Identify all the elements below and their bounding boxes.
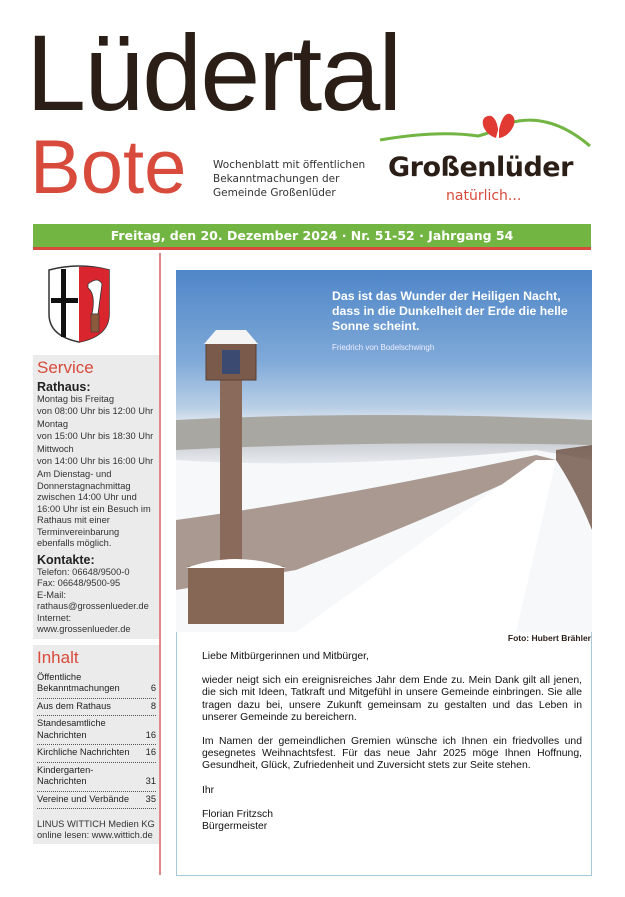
toc-item[interactable] — [37, 763, 156, 792]
salutation: Liebe Mitbürgerinnen und Mitbürger, — [202, 651, 369, 662]
fax: Fax: 06648/9500-95 — [37, 578, 121, 588]
photo-credit: Foto: Hubert Brähler — [507, 633, 591, 643]
butterfly-hill-icon — [378, 112, 593, 157]
online-link[interactable]: online lesen: www.wittich.de — [37, 830, 153, 840]
toc-page: 6 — [150, 683, 156, 693]
toc-label: Kirchliche Nachrichten — [37, 747, 130, 757]
kontakte-heading: Kontakte: — [37, 552, 95, 567]
toc-item[interactable] — [37, 792, 156, 810]
hours-appointment: Am Dienstag- und Donnerstagnachmittag zwischen 14:00 Uhr und 16:00 Uhr ist ein Besuch im Rathaus mit einer Terminvereinbarung ebenfalls möglich. — [37, 469, 151, 548]
contents-box — [33, 645, 159, 845]
signer-role: Bürgermeister — [202, 821, 268, 833]
sidebar-column — [33, 355, 159, 844]
signer-name: Florian Fritzsch — [202, 808, 274, 820]
masthead-subtitle: Bote — [30, 125, 187, 210]
phone: Telefon: 06648/9500-0 — [37, 566, 130, 577]
internet-label: Internet: — [37, 612, 72, 623]
hours-monday: Montag von 15:00 Uhr bis 18:30 Uhr — [37, 419, 154, 441]
logo-name: Großenlüder — [388, 152, 573, 183]
toc-item[interactable] — [37, 670, 156, 699]
letter-paragraph: Im Namen der gemeindlichen Gremien wünsche ich Ihnen ein friedvolles und gesegnetes Weihnachtsfest. Für das neue Jahr 2025 möge Ihnen Hoffnung, Gesundheit, Glück, Zufriedenheit und Zuversicht stets zur Seite stehen. — [202, 736, 582, 772]
municipality-logo — [378, 112, 593, 212]
website-link[interactable]: www.grossenlueder.de — [37, 624, 131, 634]
mayor-letter — [202, 651, 582, 833]
letter-paragraph: wieder neigt sich ein ereignisreiches Jahr dem Ende zu. Mein Dank gilt all jenen, die sich mit Ideen, Tatkraft und Mitgefühl in unsere Gemeinde einbringen. Sie alle tragen dazu bei, unsere Zukunft gemeinsam zu gestalten und das Leben in unserer Gemeinde zu bereichern. — [202, 675, 582, 723]
toc-label: Vereine und Verbände — [37, 793, 130, 804]
coat-of-arms-icon — [46, 264, 112, 344]
rathaus-heading: Rathaus: — [37, 380, 91, 394]
masthead-title: Lüdertal — [26, 12, 401, 133]
toc-item[interactable] — [37, 716, 156, 745]
toc-page: 16 — [145, 729, 156, 740]
email-label: E-Mail: — [37, 589, 66, 600]
photo-quote: Das ist das Wunder der Heiligen Nacht, dass in die Dunkelheit der Erde die helle Sonne scheint. — [332, 289, 568, 333]
hours-weekdays: Montag bis Freitag von 08:00 Uhr bis 12:00 Uhr — [37, 394, 154, 416]
masthead-tagline: Wochenblatt mit öffentlichen Bekanntmachungen der Gemeinde Großenlüder — [213, 159, 366, 199]
issue-bar: Freitag, den 20. Dezember 2024 · Nr. 51-52 · Jahrgang 54 — [33, 224, 591, 250]
logo-slogan: natürlich... — [446, 188, 522, 204]
toc-page: 31 — [145, 776, 156, 786]
toc-label: Standesamtliche Nachrichten — [37, 718, 106, 740]
service-heading: Service — [37, 358, 94, 377]
toc-label: Kindergarten-Nachrichten — [37, 764, 94, 786]
quote-author: Friedrich von Bodelschwingh — [332, 343, 435, 352]
closing: Ihr — [202, 784, 215, 796]
email-link[interactable]: rathaus@grossenlueder.de — [37, 601, 149, 611]
toc-page: 8 — [150, 700, 156, 711]
column-divider — [159, 253, 161, 875]
toc-label: Aus dem Rathaus — [37, 700, 111, 711]
toc-item[interactable] — [37, 745, 156, 763]
toc-label: Öffentliche Bekanntmachungen — [37, 671, 120, 693]
hours-wednesday: Mittwoch von 14:00 Uhr bis 16:00 Uhr — [37, 444, 154, 466]
contents-heading: Inhalt — [37, 647, 79, 667]
toc-item[interactable] — [37, 699, 156, 717]
toc-page: 16 — [145, 747, 156, 757]
toc-page: 35 — [145, 793, 156, 804]
publisher: LINUS WITTICH Medien KG — [37, 819, 155, 829]
service-box — [33, 355, 159, 639]
